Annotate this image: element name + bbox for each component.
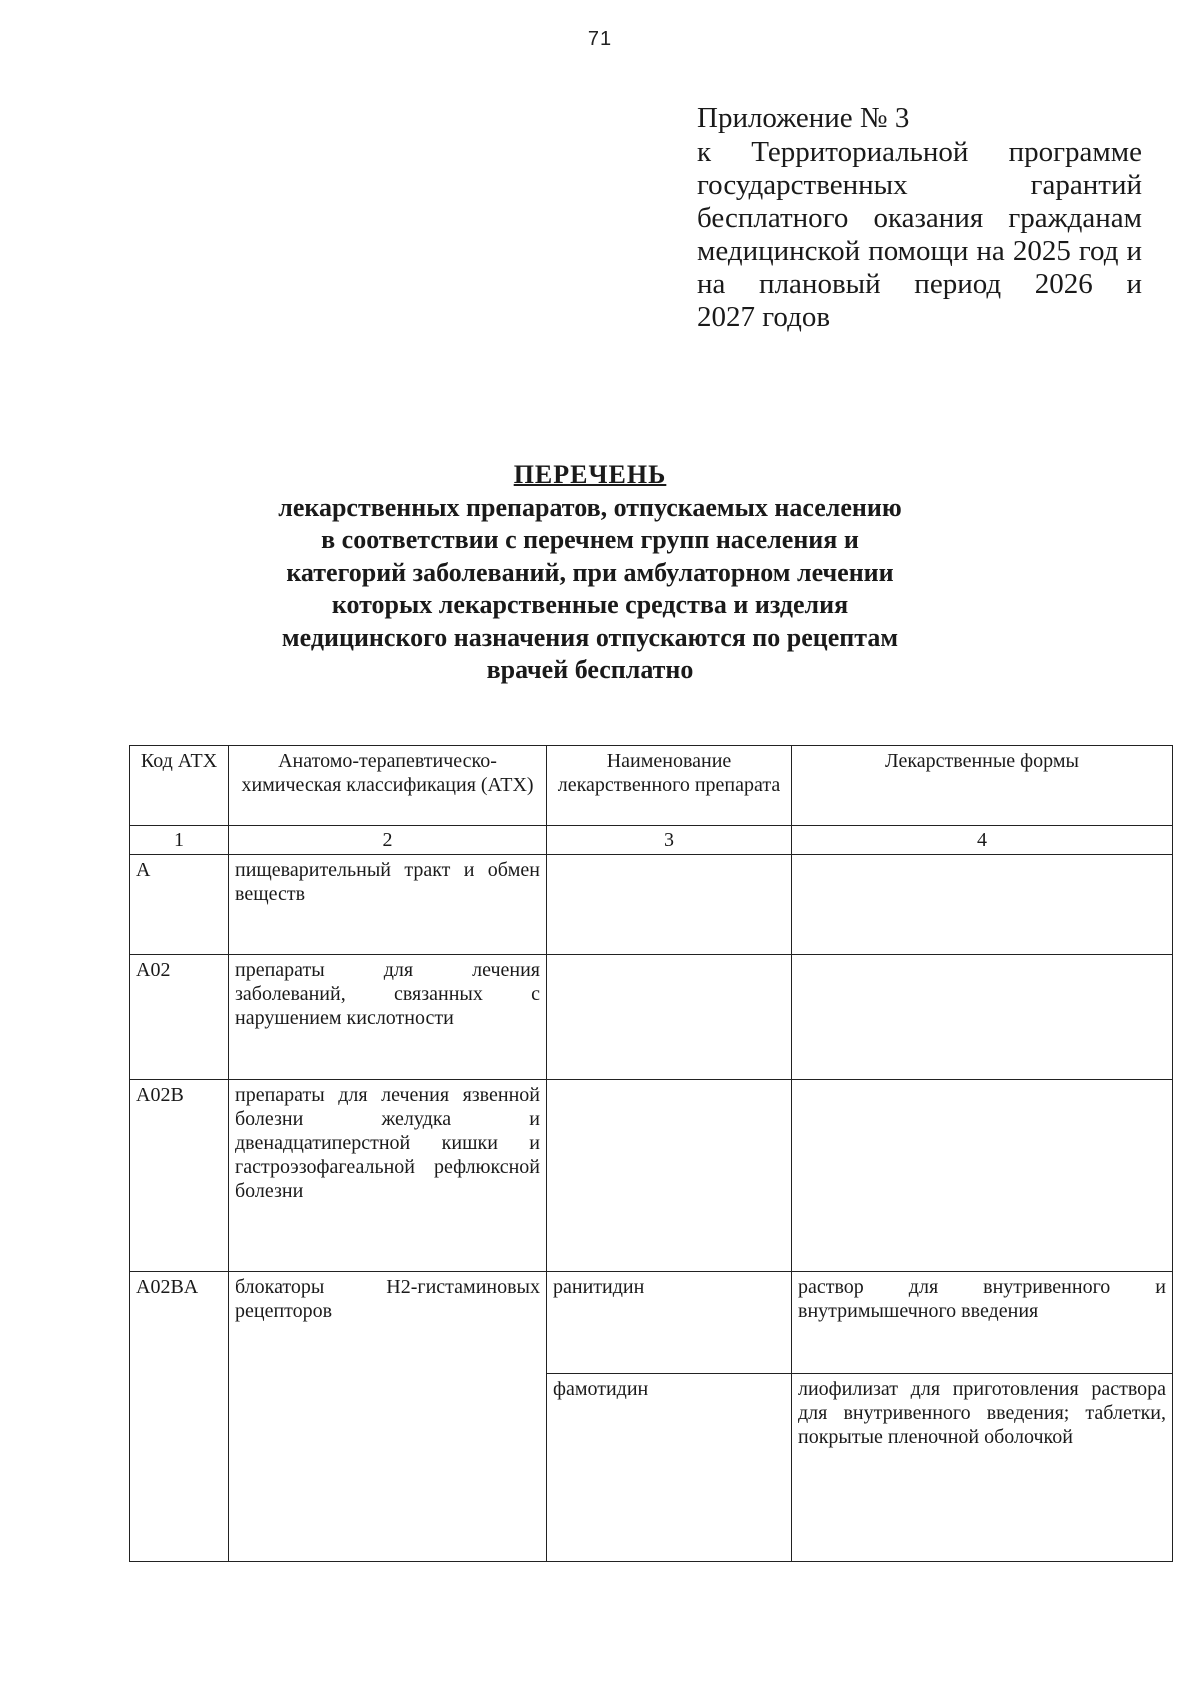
atc-code-cell: A [130, 855, 229, 955]
drug-name-cell [547, 955, 792, 1080]
title-line: врачей бесплатно [486, 655, 694, 684]
title-line: которых лекарственные средства и изделия [331, 590, 849, 619]
dosage-forms-cell [792, 855, 1173, 955]
header-atc-classification: Анатомо-терапевтическо-химическая классификация (АТХ) [229, 746, 547, 826]
atc-code-cell: A02B [130, 1080, 229, 1272]
dosage-forms-cell [792, 955, 1173, 1080]
column-number: 1 [130, 826, 229, 855]
title-line: в соответствии с перечнем групп населения и [321, 525, 859, 554]
drug-name-cell [547, 855, 792, 955]
title-line: медицинского назначения отпускаются по рецептам [281, 622, 899, 652]
document-title [200, 459, 980, 687]
drug-list-table [129, 745, 1173, 1562]
dosage-forms-cell: лиофилизат для приготовления раствора для внутривенного введения; таблетки, покрытые пленочной оболочкой [792, 1374, 1173, 1562]
classification-cell: пищеварительный тракт и обмен веществ [229, 855, 547, 955]
header-atc-code: Код АТХ [130, 746, 229, 826]
table-row [130, 1080, 1173, 1272]
table-row [130, 955, 1173, 1080]
table-row [130, 855, 1173, 955]
appendix-body [697, 136, 1142, 334]
header-drug-name: Наименование лекарственного препарата [547, 746, 792, 826]
dosage-forms-cell [792, 1080, 1173, 1272]
header-dosage-forms: Лекарственные формы [792, 746, 1173, 826]
classification-cell: блокаторы H2-гистаминовых рецепторов [229, 1272, 547, 1562]
classification-cell: препараты для лечения заболеваний, связанных с нарушением кислотности [229, 955, 547, 1080]
drug-name-cell: ранитидин [547, 1272, 792, 1374]
appendix-body-text: к Территориальной программе государственных гарантий бесплатного оказания гражданам медицинской помощи на 2025 год и на плановый период 2026 и [697, 136, 1142, 300]
title-word: ПЕРЕЧЕНЬ [513, 460, 667, 489]
drug-name-cell [547, 1080, 792, 1272]
atc-code-cell: A02BA [130, 1272, 229, 1562]
table-header-row [130, 746, 1173, 826]
drug-name-cell: фамотидин [547, 1374, 792, 1562]
dosage-forms-cell: раствор для внутривенного и внутримышечного введения [792, 1272, 1173, 1374]
title-line: категорий заболеваний, при амбулаторном лечении [286, 557, 894, 587]
column-number: 4 [792, 826, 1173, 855]
classification-cell: препараты для лечения язвенной болезни желудка и двенадцатиперстной кишки и гастроэзофагеальной рефлюксной болезни [229, 1080, 547, 1272]
page-number: 71 [587, 28, 613, 50]
table-row [130, 1272, 1173, 1374]
appendix-heading: Приложение № 3 [697, 102, 910, 134]
appendix-body-last-line: 2027 годов [697, 301, 831, 333]
column-number: 2 [229, 826, 547, 855]
title-line: лекарственных препаратов, отпускаемых населению [278, 492, 902, 522]
column-number: 3 [547, 826, 792, 855]
atc-code-cell: A02 [130, 955, 229, 1080]
column-number-row [130, 826, 1173, 855]
